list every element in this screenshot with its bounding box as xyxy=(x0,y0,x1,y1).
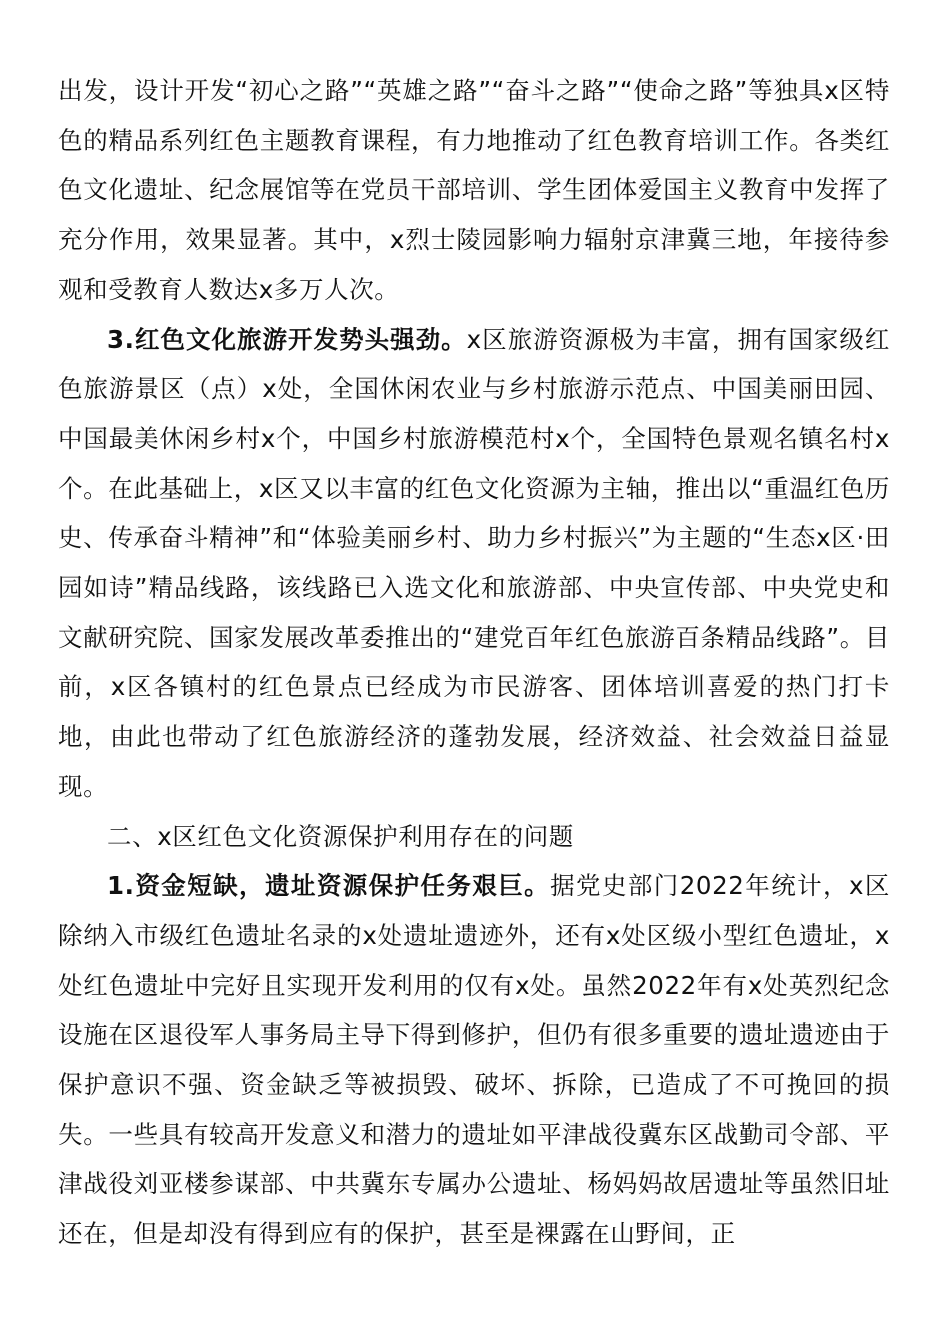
document-page xyxy=(58,66,890,1259)
paragraph-red-education: 出发，设计开发“初心之路”“英雄之路”“奋斗之路”“使命之路”等独具x区特色的精品系列红色主题教育课程，有力地推动了红色教育培训工作。各类红色文化遗址、纪念展馆等在党员干部培训、学生团体爱国主义教育中发挥了充分作用，效果显著。其中，x烈士陵园影响力辐射京津冀三地，年接待参观和受教育人数达x多万人次。 xyxy=(58,76,890,304)
paragraph-red-tourism xyxy=(58,315,890,812)
paragraph-body-funding-shortage: 据党史部门2022年统计，x区除纳入市级红色遗址名录的x处遗址遗迹外，还有x处区级小型红色遗址，x处红色遗址中完好且实现开发利用的仅有x处。虽然2022年有x处英烈纪念设施在区退役军人事务局主导下得到修护，但仍有很多重要的遗址遗迹由于保护意识不强、资金缺乏等被损毁、破坏、拆除，已造成了不可挽回的损失。一些具有较高开发意义和潜力的遗址如平津战役冀东区战勤司令部、平津战役刘亚楼参谋部、中共冀东专属办公遗址、杨妈妈故居遗址等虽然旧址还在，但是却没有得到应有的保护，甚至是裸露在山野间，正 xyxy=(58,871,890,1249)
paragraph-funding-shortage xyxy=(58,861,890,1259)
paragraph-lead-red-tourism: 3.红色文化旅游开发势头强劲。 xyxy=(107,324,467,354)
section-heading-problems: 二、x区红色文化资源保护利用存在的问题 xyxy=(107,821,574,851)
paragraph-lead-funding-shortage: 1.资金短缺，遗址资源保护任务艰巨。 xyxy=(107,871,551,901)
paragraph-body-red-tourism: x区旅游资源极为丰富，拥有国家级红色旅游景区（点）x处，全国休闲农业与乡村旅游示范点、中国美丽田园、中国最美休闲乡村x个，中国乡村旅游模范村x个，全国特色景观名镇名村x个。在此基础上，x区又以丰富的红色文化资源为主轴，推出以“重温红色历史、传承奋斗精神”和“体验美丽乡村、助力乡村振兴”为主题的“生态x区·田园如诗”精品线路，该线路已入选文化和旅游部、中央宣传部、中央党史和文献研究院、国家发展改革委推出的“建党百年红色旅游百条精品线路”。目前，x区各镇村的红色景点已经成为市民游客、团体培训喜爱的热门打卡地，由此也带动了红色旅游经济的蓬勃发展，经济效益、社会效益日益显现。 xyxy=(58,324,891,801)
